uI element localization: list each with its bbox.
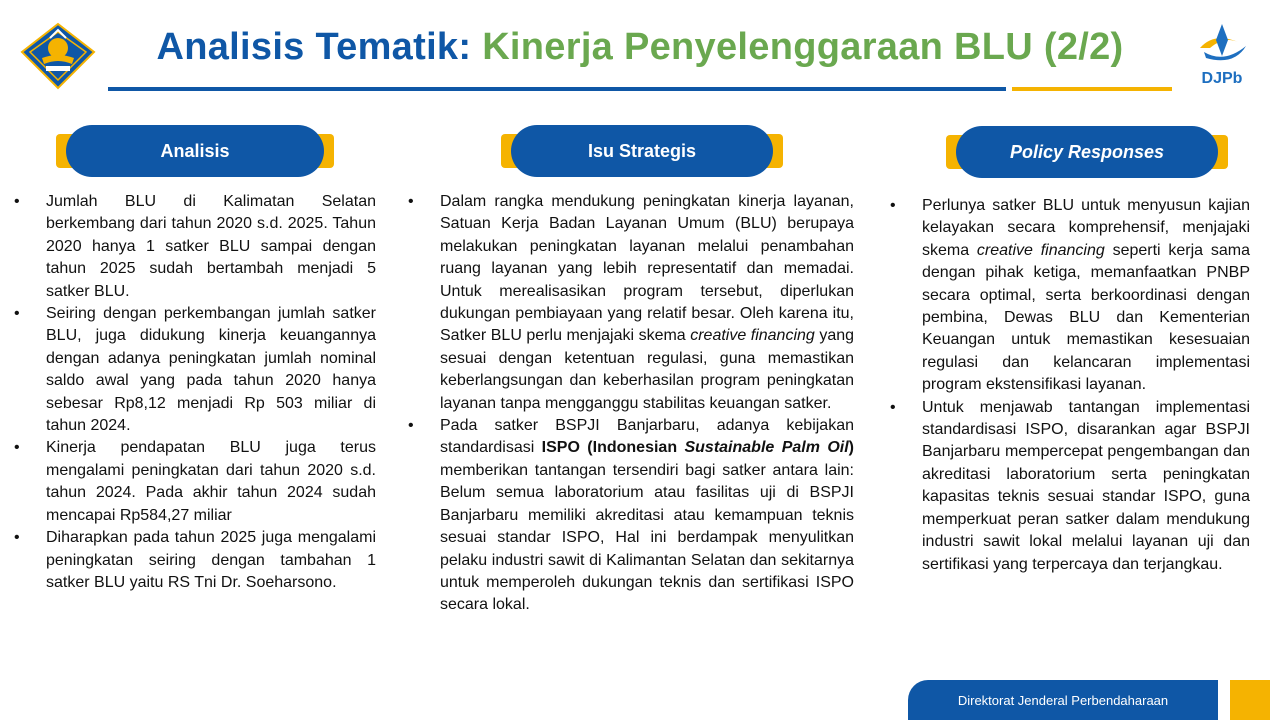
bullet-text: creative financing <box>976 241 1105 259</box>
title-underline-blue <box>108 87 1006 91</box>
bullet-item <box>10 527 376 594</box>
column-policy-responses <box>886 195 1250 576</box>
column-heading-policy-responses: Policy Responses <box>956 126 1218 178</box>
bullet-item <box>886 195 1250 397</box>
bullet-text: Untuk menjawab tantangan implementasi standardisasi ISPO, disarankan agar BSPJI Banjarbaru mempercepat pengembangan dan akreditasi laboratorium serta peningkatan kapasitas teknis sesuai standar ISPO, guna memperkuat peran satker dalam mendukung industri sawit lokal melalui layanan uji dan sertifikasi yang terpercaya dan terjangkau. <box>922 398 1250 573</box>
bullet-text: memberikan tantangan tersendiri bagi satker antara lain: Belum semua laboratorium atau fasilitas uji di BSPJI Banjarbaru memiliki akreditasi atau kemampuan teknis sesuai standar ISPO, Hal ini berdampak menyulitkan pelaku industri sawit di Kalimantan Selatan dan sekitarnya untuk memperoleh dukungan teknis dan sertifikasi ISPO secara lokal. <box>440 461 854 614</box>
bullet-text: Kinerja pendapatan BLU juga terus mengalami peningkatan dari tahun 2020 s.d. tahun 2024. Pada akhir tahun 2024 sudah mencapai Rp584,27 miliar <box>46 439 376 524</box>
bullet-text: ISPO (Indonesian <box>541 439 685 457</box>
djpb-logo <box>1190 22 1254 90</box>
bullet-item <box>404 191 854 415</box>
djpb-wordmark: DJPb <box>1201 70 1243 87</box>
column-isu-strategis <box>404 191 854 617</box>
analisis-list <box>10 191 376 594</box>
djpb-mark-icon <box>1194 22 1252 70</box>
column-heading-analisis: Analisis <box>66 125 324 177</box>
title-main: Kinerja Penyelenggaraan BLU (2/2) <box>482 26 1124 68</box>
column-heading-isu-strategis: Isu Strategis <box>511 125 773 177</box>
bullet-text: Dalam rangka mendukung peningkatan kinerja layanan, Satuan Kerja Badan Layanan Umum (BLU) berupaya melakukan peningkatan layanan melalui penambahan ruang layanan yang lebih representatif dan memadai. Untuk merealisasikan program tersebut, diperlukan dukungan pembiayaan yang relatif besar. Oleh karena itu, Satker BLU perlu menjajaki skema <box>440 193 854 345</box>
title-prefix: Analisis Tematik: <box>156 26 472 68</box>
isu-strategis-list <box>404 191 854 617</box>
title-underline-gold <box>1012 87 1172 91</box>
footer-label: Direktorat Jenderal Perbendaharaan <box>957 692 1169 708</box>
page-title <box>0 26 1280 69</box>
policy-responses-list <box>886 195 1250 576</box>
bullet-item <box>404 415 854 617</box>
pill-isu-strategis <box>501 125 783 177</box>
bullet-text: Perlunya satker BLU untuk menyusun kajian kelayakan secara komprehensif, menjajaki skema <box>922 197 1250 259</box>
footer-accent-square <box>1230 680 1270 720</box>
bullet-text: Seiring dengan perkembangan jumlah satker BLU, juga didukung kinerja keuangannya dengan adanya peningkatan jumlah nominal saldo awal yang pada tahun 2020 hanya sebesar Rp8,12 menjadi Rp 503 miliar di tahun 2024. <box>46 305 376 435</box>
bullet-text: Sustainable Palm Oil <box>684 439 849 457</box>
bullet-item <box>10 437 376 527</box>
column-analisis <box>10 191 376 594</box>
bullet-text: seperti kerja sama dengan pihak ketiga, memanfaatkan PNBP secara optimal, serta berkoordinasi dengan pembina, Dewas BLU dan Kementerian Keuangan untuk memastikan kesesuaian regulasi dan kelancaran implementasi program ekstensifikasi layanan. <box>922 241 1251 394</box>
pill-analisis <box>56 125 334 177</box>
bullet-text: yang sesuai dengan ketentuan regulasi, guna memastikan keberlangsungan dan keberhasilan program peningkatan layanan tanpa mengganggu stabilitas keuangan satker. <box>440 327 855 412</box>
bullet-text: ) <box>848 439 854 457</box>
bullet-item <box>10 303 376 437</box>
bullet-text: creative financing <box>690 327 815 345</box>
bullet-text: Jumlah BLU di Kalimatan Selatan berkembang dari tahun 2020 s.d. 2025. Tahun 2020 hanya 1 satker BLU sampai dengan tahun 2025 sudah bertambah menjadi 5 satker BLU. <box>46 193 376 300</box>
bullet-item <box>886 397 1250 576</box>
bullet-text: Diharapkan pada tahun 2025 juga mengalami peningkatan seiring dengan tambahan 1 satker BLU yaitu RS Tni Dr. Soeharsono. <box>46 529 376 591</box>
bullet-item <box>10 191 376 303</box>
bullet-text: Pada satker BSPJI Banjarbaru, adanya kebijakan standardisasi <box>440 417 854 457</box>
pill-policy-responses <box>946 126 1228 178</box>
footer-bar <box>908 680 1218 720</box>
